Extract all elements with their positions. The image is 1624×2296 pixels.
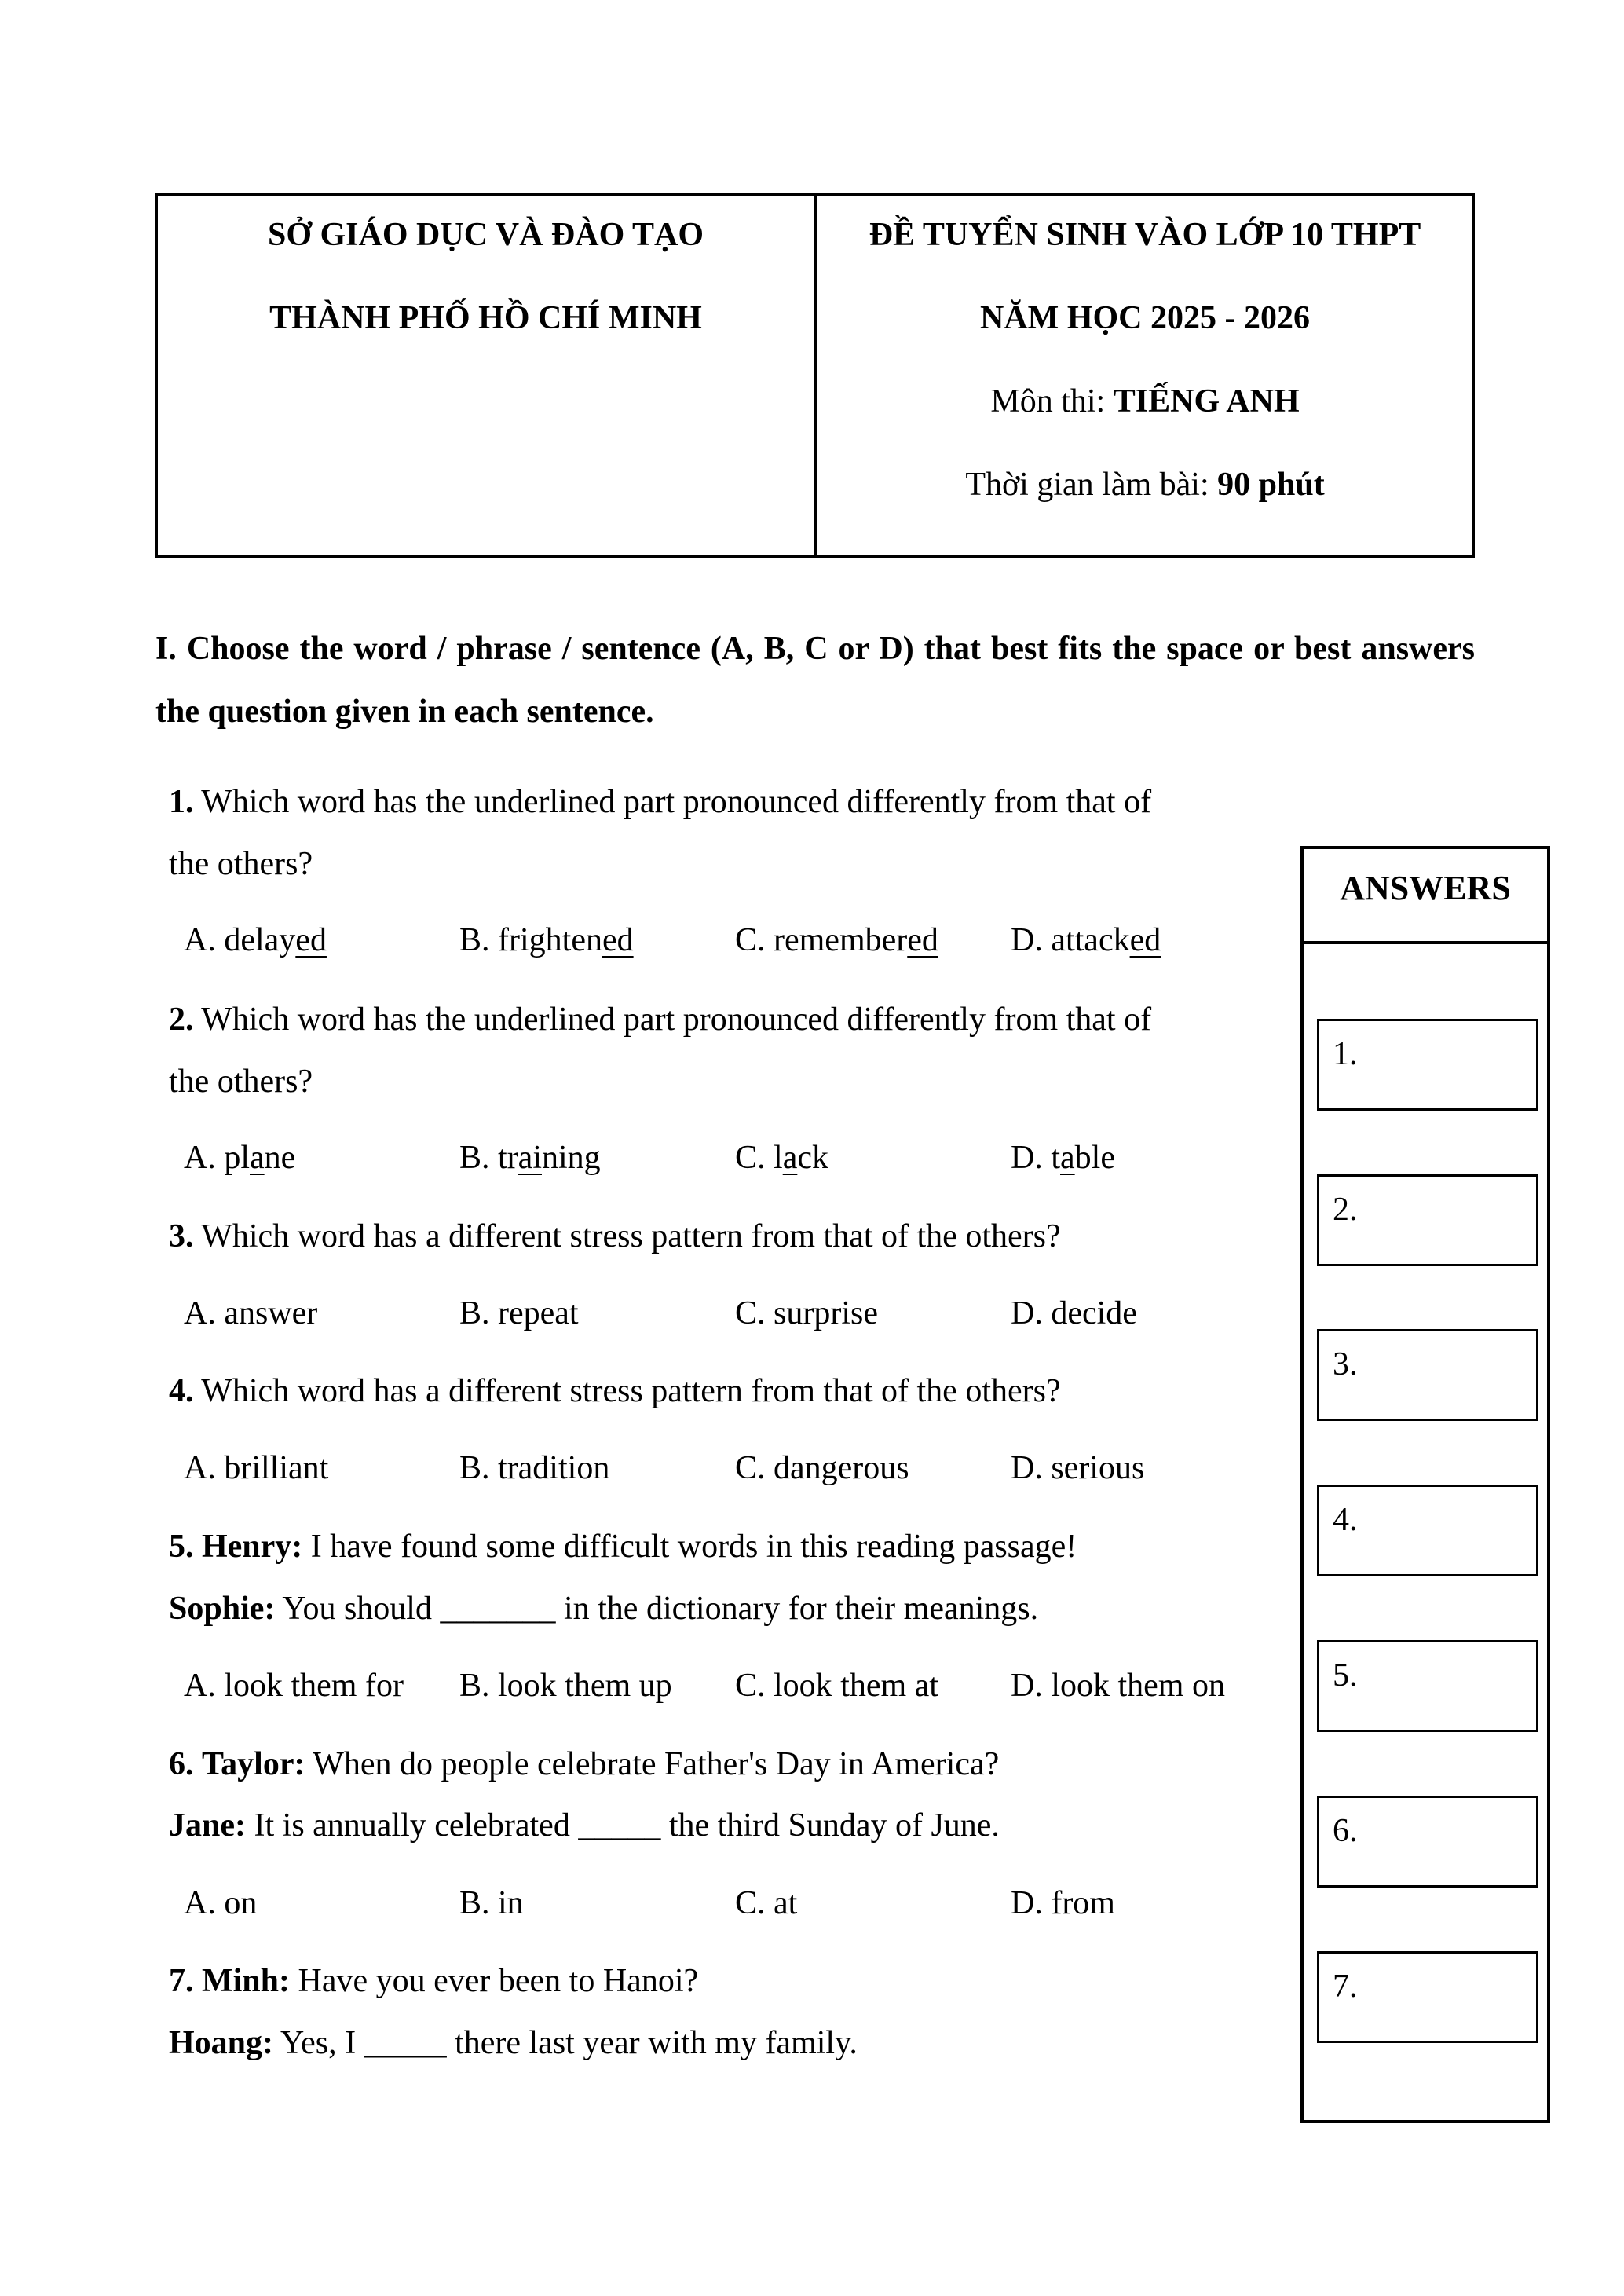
- option-a[interactable]: A. plane: [184, 1140, 296, 1176]
- question-number: 2.: [169, 1002, 194, 1038]
- option-a[interactable]: A. on: [184, 1885, 258, 1921]
- answer-box-2[interactable]: 2.: [1317, 1174, 1538, 1266]
- department-name: SỞ GIÁO DỤC VÀ ĐÀO TẠO: [267, 217, 704, 253]
- question-number: 5.: [169, 1529, 194, 1565]
- option-c[interactable]: C. at: [735, 1885, 798, 1921]
- answers-panel: [1300, 846, 1550, 2123]
- dialogue-text: Yes, I _____ there last year with my family.: [280, 2025, 858, 2061]
- answer-box-7[interactable]: 7.: [1317, 1951, 1538, 2043]
- question-3: [169, 1218, 1061, 1255]
- subject-value: TIẾNG ANH: [1113, 383, 1300, 419]
- question-7: [169, 1962, 698, 2000]
- question-text: Which word has the underlined part pronounced differently from that of: [201, 1002, 1152, 1038]
- question-1-cont: the others?: [169, 846, 313, 882]
- answer-box-3[interactable]: 3.: [1317, 1329, 1538, 1421]
- option-c[interactable]: C. remembered: [735, 922, 938, 958]
- option-d[interactable]: D. attacked: [1011, 922, 1161, 958]
- question-1: [169, 783, 1151, 821]
- dialogue-text: When do people celebrate Father's Day in America?: [313, 1746, 1000, 1782]
- dialogue-text: It is annually celebrated _____ the third Sunday of June.: [254, 1807, 1000, 1844]
- question-number: 4.: [169, 1373, 194, 1409]
- school-year: NĂM HỌC 2025 - 2026: [980, 300, 1310, 336]
- question-6-reply: [169, 1807, 1000, 1844]
- time-line: [816, 466, 1474, 504]
- question-number: 1.: [169, 784, 194, 820]
- answer-box-5[interactable]: 5.: [1317, 1640, 1538, 1732]
- option-c[interactable]: C. look them at: [735, 1668, 938, 1704]
- dialogue-text: You should _______ in the dictionary for their meanings.: [282, 1591, 1039, 1627]
- option-a[interactable]: A. delayed: [184, 922, 327, 958]
- option-d[interactable]: D. table: [1011, 1140, 1115, 1176]
- subject-line: [816, 383, 1474, 420]
- question-5: [169, 1528, 1077, 1565]
- question-7-reply: [169, 2024, 858, 2062]
- time-value: 90 phút: [1217, 467, 1325, 503]
- question-text: Which word has a different stress pattern from that of the others?: [201, 1218, 1061, 1254]
- option-d[interactable]: D. from: [1011, 1885, 1115, 1921]
- option-a[interactable]: A. look them for: [184, 1668, 404, 1704]
- answer-box-6[interactable]: 6.: [1317, 1796, 1538, 1888]
- option-b[interactable]: B. training: [459, 1140, 601, 1176]
- time-label: Thời gian làm bài:: [965, 467, 1218, 503]
- question-4: [169, 1372, 1061, 1410]
- city-name: THÀNH PHỐ HỒ CHÍ MINH: [269, 300, 702, 336]
- speaker-name: Hoang:: [169, 2025, 274, 2061]
- speaker-name: Taylor:: [202, 1746, 305, 1782]
- question-number: 7.: [169, 1963, 194, 1999]
- question-number: 3.: [169, 1218, 194, 1254]
- option-b[interactable]: B. frightened: [459, 922, 634, 958]
- option-c[interactable]: C. lack: [735, 1140, 828, 1176]
- option-d[interactable]: D. look them on: [1011, 1668, 1225, 1704]
- option-c[interactable]: C. dangerous: [735, 1450, 909, 1486]
- speaker-name: Henry:: [202, 1529, 303, 1565]
- speaker-name: Sophie:: [169, 1591, 276, 1627]
- option-a[interactable]: A. brilliant: [184, 1450, 329, 1486]
- question-2-cont: the others?: [169, 1064, 313, 1100]
- subject-label: Môn thi:: [990, 383, 1114, 419]
- option-b[interactable]: B. repeat: [459, 1295, 579, 1331]
- exam-title: ĐỀ TUYỂN SINH VÀO LỚP 10 THPT: [869, 217, 1421, 253]
- section-instruction: I. Choose the word / phrase / sentence (A, B, C or D) that best fits the space or best answers the question given in each sentence.: [155, 631, 1475, 730]
- exam-header: [155, 193, 1475, 558]
- option-d[interactable]: D. serious: [1011, 1450, 1145, 1486]
- question-6: [169, 1745, 999, 1783]
- dialogue-text: I have found some difficult words in this reading passage!: [310, 1529, 1077, 1565]
- question-2: [169, 1001, 1151, 1038]
- answer-box-1[interactable]: 1.: [1317, 1019, 1538, 1111]
- option-b[interactable]: B. look them up: [459, 1668, 672, 1704]
- dialogue-text: Have you ever been to Hanoi?: [298, 1963, 699, 1999]
- answers-title: ANSWERS: [1304, 849, 1547, 944]
- option-a[interactable]: A. answer: [184, 1295, 318, 1331]
- question-number: 6.: [169, 1746, 194, 1782]
- option-c[interactable]: C. surprise: [735, 1295, 878, 1331]
- option-b[interactable]: B. in: [459, 1885, 524, 1921]
- speaker-name: Jane:: [169, 1807, 246, 1844]
- question-text: Which word has the underlined part pronounced differently from that of: [201, 784, 1152, 820]
- option-b[interactable]: B. tradition: [459, 1450, 610, 1486]
- question-text: Which word has a different stress pattern from that of the others?: [201, 1373, 1061, 1409]
- speaker-name: Minh:: [202, 1963, 291, 1999]
- question-5-reply: [169, 1590, 1038, 1628]
- answer-box-4[interactable]: 4.: [1317, 1485, 1538, 1576]
- option-d[interactable]: D. decide: [1011, 1295, 1137, 1331]
